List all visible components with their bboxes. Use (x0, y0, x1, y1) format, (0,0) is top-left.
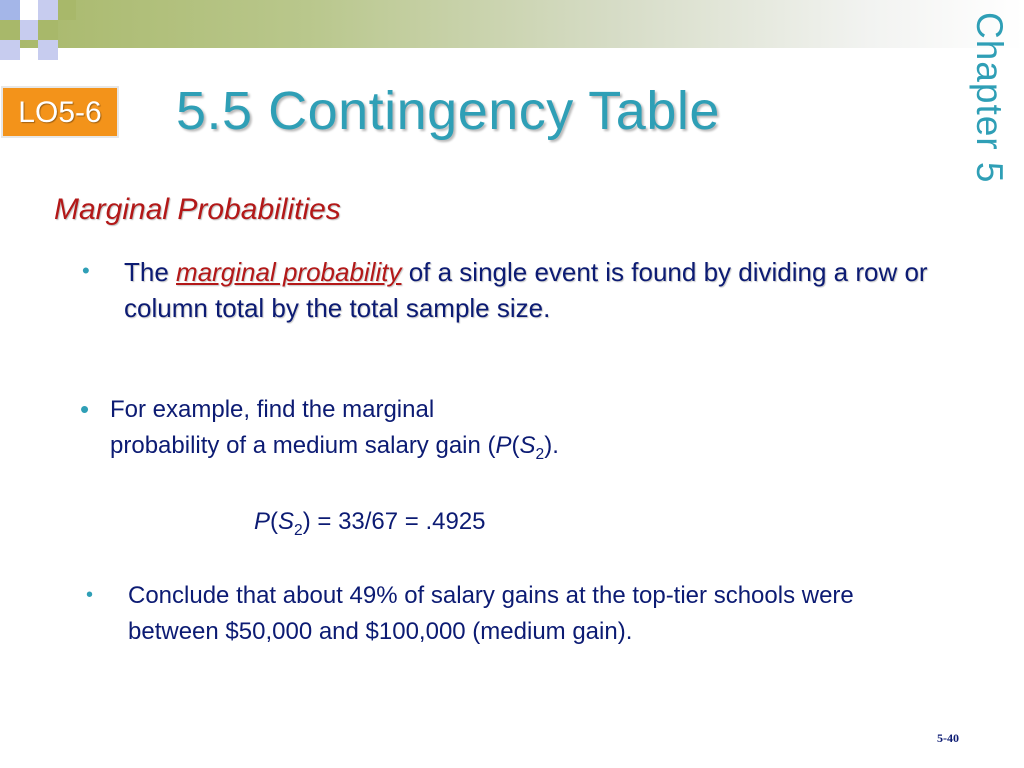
slide-title: 5.5 Contingency Table (176, 81, 720, 141)
example-line-1: For example, find the marginal (110, 396, 435, 423)
subscript: 2 (294, 521, 303, 539)
bullet-marker: • (86, 584, 94, 606)
marginal-probability-formula (254, 508, 486, 540)
bullet-example (110, 392, 559, 473)
chapter-label: Chapter 5 (969, 12, 1010, 184)
bullet-conclusion: Conclude that about 49% of salary gains at the top-tier schools were between $50,000 and $100,000 (medium gain). (128, 582, 854, 645)
bullet-marginal-definition (124, 254, 984, 326)
subscript: 2 (535, 445, 545, 463)
example-line-2-suffix: ). (544, 432, 559, 459)
marginal-probability-term: marginal probability (176, 257, 402, 287)
var-s: S (278, 508, 295, 535)
paren-open: ( (511, 432, 520, 459)
formula-result: ) = 33/67 = .4925 (302, 508, 486, 535)
subheading: Marginal Probabilities (54, 193, 341, 226)
example-line-2-prefix: probability of a medium salary gain ( (110, 432, 496, 459)
bullet-text-suffix: of a single event is found by dividing a row or column total by the total sample size. (124, 257, 928, 323)
var-p: P (254, 508, 271, 535)
var-p: P (495, 432, 512, 459)
bullet-text-prefix: The (124, 257, 177, 287)
paren-open: ( (270, 508, 279, 535)
learning-objective-badge: LO5-6 (1, 86, 119, 138)
bullet-marker: • (82, 258, 90, 283)
page-number: 5-40 (937, 731, 959, 745)
top-decorative-bar (0, 0, 1024, 48)
var-s: S (519, 432, 536, 459)
example-line-2 (110, 432, 559, 463)
bullet-marker: • (80, 394, 90, 424)
corner-squares-decoration (0, 0, 80, 64)
